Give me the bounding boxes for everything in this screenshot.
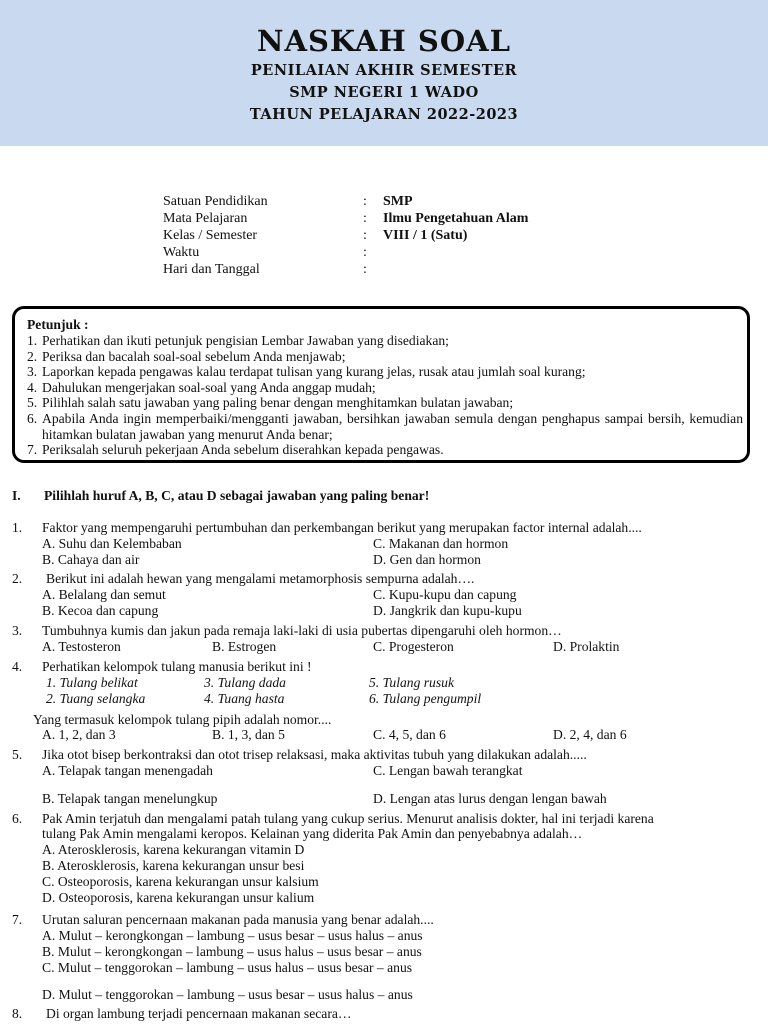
meta-colon: : xyxy=(363,211,367,226)
instruction-item: 5. Pilihlah salah satu jawaban yang paling benar dengan menghitamkan bulatan jawaban; xyxy=(27,395,514,411)
section-instruction: Pilihlah huruf A, B, C, atau D sebagai jawaban yang paling benar! xyxy=(44,488,430,503)
header-line-1: PENILAIAN AKHIR SEMESTER xyxy=(250,62,518,79)
question-text: Faktor yang mempengaruhi pertumbuhan dan perkembangan berikut yang merupakan factor internal adalah.... xyxy=(42,520,642,535)
meta-label: Waktu xyxy=(163,245,200,260)
meta-label: Kelas / Semester xyxy=(163,228,258,243)
question-number: 6. xyxy=(12,811,23,826)
question-number: 3. xyxy=(12,623,23,638)
meta-label: Satuan Pendidikan xyxy=(163,194,268,209)
option-d: D. Mulut – tenggorokan – lambung – usus besar – usus halus – anus xyxy=(42,987,413,1002)
list-item: 5. Tulang rusuk xyxy=(369,675,454,690)
meta-value: Ilmu Pengetahuan Alam xyxy=(383,211,529,226)
option-a: A. Suhu dan Kelembaban xyxy=(42,536,182,551)
instruction-item: 7. Periksalah seluruh pekerjaan Anda sebelum diserahkan kepada pengawas. xyxy=(27,442,444,458)
option-c: C. 4, 5, dan 6 xyxy=(373,727,446,742)
option-d: D. Lengan atas lurus dengan lengan bawah xyxy=(373,791,607,806)
meta-colon: : xyxy=(363,228,367,243)
instructions-list xyxy=(27,333,743,458)
question-text: Perhatikan kelompok tulang manusia berikut ini ! xyxy=(42,659,312,674)
question-text: Berikut ini adalah hewan yang mengalami metamorphosis sempurna adalah…. xyxy=(46,571,475,586)
option-c: C. Osteoporosis, karena kekurangan unsur kalsium xyxy=(42,874,319,889)
option-c: C. Makanan dan hormon xyxy=(373,536,509,551)
option-c: C. Progesteron xyxy=(373,639,454,654)
option-c: C. Kupu-kupu dan capung xyxy=(373,587,517,602)
list-item: 1. Tulang belikat xyxy=(46,675,138,690)
instruction-item: 6. Apabila Anda ingin memperbaiki/mengganti jawaban, bersihkan jawaban semula dengan penghapus sampai bersih, kemudian hitamkan bulatan jawaban yang menurut Anda benar; xyxy=(27,410,743,442)
instruction-item: 1. Perhatikan dan ikuti petunjuk pengisian Lembar Jawaban yang disediakan; xyxy=(27,333,449,348)
list-item: 4. Tuang hasta xyxy=(204,691,285,706)
meta-colon: : xyxy=(363,245,367,260)
option-b: B. 1, 3, dan 5 xyxy=(212,727,285,742)
question-prompt: Yang termasuk kelompok tulang pipih adalah nomor.... xyxy=(33,712,332,727)
option-a: A. Aterosklerosis, karena kekurangan vitamin D xyxy=(42,842,305,857)
meta-label: Hari dan Tanggal xyxy=(163,262,260,277)
option-d: D. Jangkrik dan kupu-kupu xyxy=(373,603,522,618)
list-item: 3. Tulang dada xyxy=(204,675,286,690)
header-line-3: TAHUN PELAJARAN 2022-2023 xyxy=(249,106,519,123)
instructions-title: Petunjuk : xyxy=(27,317,89,332)
question-number: 2. xyxy=(12,571,23,586)
option-a: A. Belalang dan semut xyxy=(42,587,166,602)
question-text: Di organ lambung terjadi pencernaan makanan secara… xyxy=(46,1006,352,1021)
question-number: 4. xyxy=(12,659,23,674)
header-line-2: SMP NEGERI 1 WADO xyxy=(289,84,479,101)
option-d: D. 2, 4, dan 6 xyxy=(553,727,627,742)
option-c: C. Mulut – tenggorokan – lambung – usus halus – usus besar – anus xyxy=(42,960,413,975)
option-a: A. Mulut – kerongkongan – lambung – usus besar – usus halus – anus xyxy=(42,928,423,943)
list-item: 6. Tulang pengumpil xyxy=(369,691,482,706)
option-b: B. Estrogen xyxy=(212,639,277,654)
option-d: D. Osteoporosis, karena kekurangan unsur kalium xyxy=(42,890,315,905)
question-text: Jika otot bisep berkontraksi dan otot trisep relaksasi, maka aktivitas tubuh yang dilakukan adalah..... xyxy=(42,747,587,762)
meta-value: SMP xyxy=(383,194,413,209)
instruction-item: 2. Periksa dan bacalah soal-soal sebelum Anda menjawab; xyxy=(27,348,346,364)
option-d: D. Gen dan hormon xyxy=(373,552,481,567)
option-b: B. Cahaya dan air xyxy=(42,552,140,567)
meta-colon: : xyxy=(363,262,367,277)
option-a: A. Testosteron xyxy=(42,639,121,654)
question-number: 7. xyxy=(12,912,23,927)
option-b: B. Mulut – kerongkongan – lambung – usus halus – usus besar – anus xyxy=(42,944,422,959)
header-banner xyxy=(0,0,768,146)
option-b: B. Kecoa dan capung xyxy=(42,603,159,618)
option-d: D. Prolaktin xyxy=(553,639,620,654)
section-number: I. xyxy=(12,488,21,503)
meta-label: Mata Pelajaran xyxy=(163,211,248,226)
option-c: C. Lengan bawah terangkat xyxy=(373,763,523,778)
meta-value: VIII / 1 (Satu) xyxy=(383,228,468,243)
question-number: 8. xyxy=(12,1006,23,1021)
doc-title: NASKAH SOAL xyxy=(256,24,512,58)
question-text: Pak Amin terjatuh dan mengalami patah tulang yang cukup serius. Menurut analisis dokter, hal ini terjadi karena xyxy=(42,811,654,826)
option-a: A. 1, 2, dan 3 xyxy=(42,727,116,742)
list-item: 2. Tuang selangka xyxy=(46,691,146,706)
option-b: B. Aterosklerosis, karena kekurangan unsur besi xyxy=(42,858,305,873)
option-a: A. Telapak tangan menengadah xyxy=(42,763,213,778)
question-number: 1. xyxy=(12,520,23,535)
question-text: Urutan saluran pencernaan makanan pada manusia yang benar adalah.... xyxy=(42,912,434,927)
option-b: B. Telapak tangan menelungkup xyxy=(42,791,218,806)
question-text: tulang Pak Amin mengalami keropos. Kelainan yang diderita Pak Amin dan penyebabnya adalah… xyxy=(42,826,583,841)
question-text: Tumbuhnya kumis dan jakun pada remaja laki-laki di usia pubertas dipengaruhi oleh hormon… xyxy=(42,623,562,638)
instruction-item: 3. Laporkan kepada pengawas kalau terdapat tulisan yang kurang jelas, rusak atau jumlah soal kurang; xyxy=(27,364,586,380)
instruction-item: 4. Dahulukan mengerjakan soal-soal yang Anda anggap mudah; xyxy=(27,379,376,395)
meta-colon: : xyxy=(363,194,367,209)
question-number: 5. xyxy=(12,747,23,762)
instructions-box xyxy=(12,306,750,463)
